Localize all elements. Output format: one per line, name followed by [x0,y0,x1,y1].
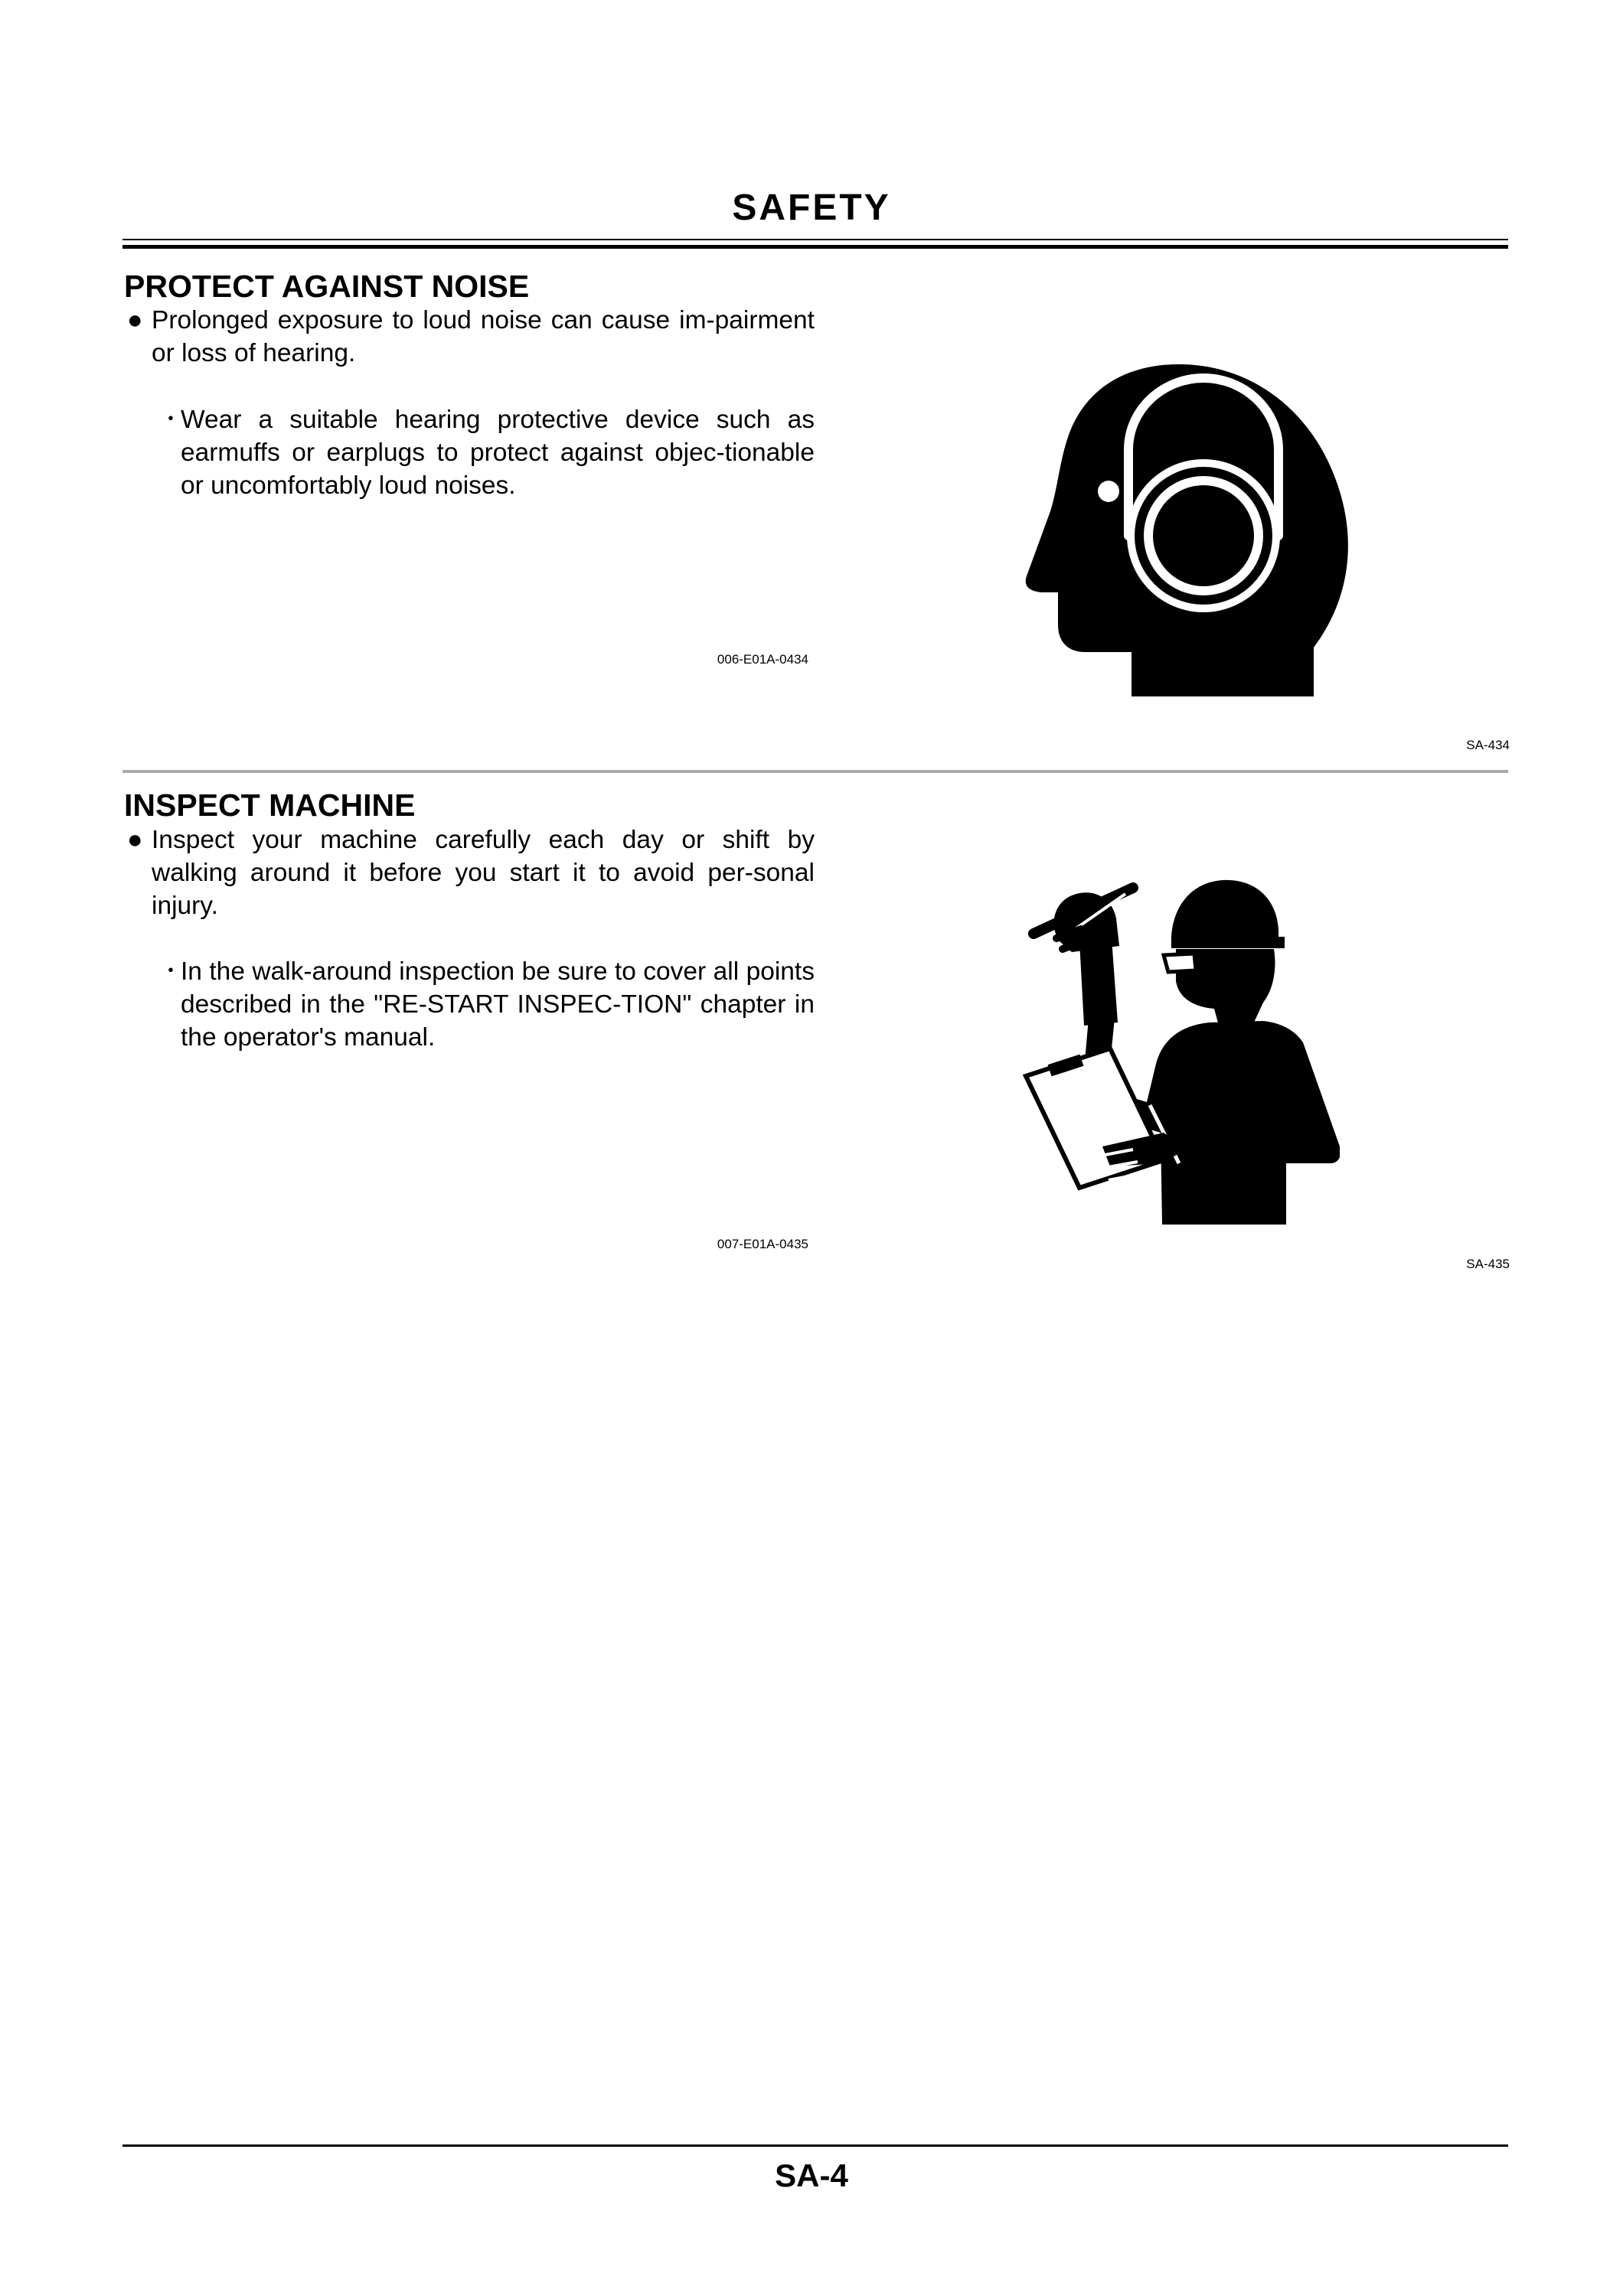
sub-bullet-dot: ・ [159,407,182,432]
header-rule-thick [122,245,1508,249]
doc-code-noise: 006-E01A-0434 [717,652,808,667]
page-number: SA-4 [775,2157,848,2193]
section-title-inspect: INSPECT MACHINE [124,788,416,823]
bullet-text-inspect: Inspect your machine carefully each day or shift by walking around it before you start it to avoid per-sonal injury. [152,826,815,920]
sub-bullet-text-inspect: In the walk-around inspection be sure to cover all points described in the "RE-START INSPEC-TION" chapter in the operator's manual. [181,957,815,1052]
section-divider [122,770,1508,773]
bullet-text-noise: Prolonged exposure to loud noise can cause im-pairment or loss of hearing. [152,306,815,367]
hearing-protection-icon [1018,360,1355,696]
bullet-dot: ● [127,305,143,334]
page-title: SAFETY [732,188,891,228]
bullet-dot: ● [127,825,143,854]
footer-rule [122,2144,1508,2147]
figure-label-inspect: SA-435 [1466,1257,1510,1271]
figure-label-noise: SA-434 [1466,738,1510,752]
sub-bullet-text-noise: Wear a suitable hearing protective device such as earmuffs or earplugs to protect against objec-tionable or uncomfortably loud noises. [181,406,815,500]
header-rule-thin [122,239,1508,240]
section-title-noise: PROTECT AGAINST NOISE [124,269,530,304]
sub-bullet-dot: ・ [159,959,182,984]
machine-inspector-icon [1018,872,1340,1225]
doc-code-inspect: 007-E01A-0435 [717,1237,808,1251]
